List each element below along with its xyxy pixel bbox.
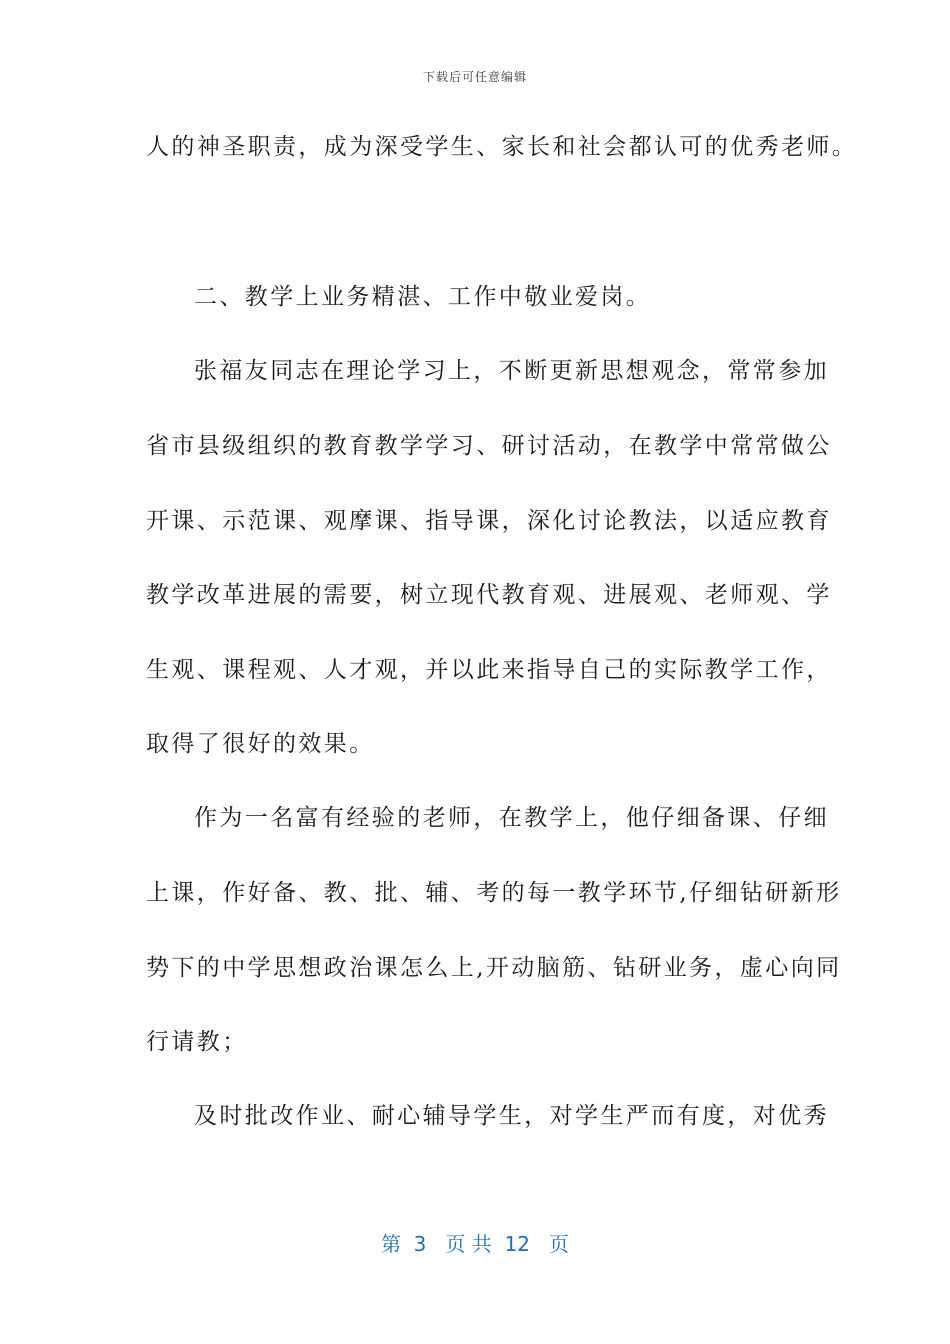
header-note: 下载后可任意编辑: [422, 70, 527, 84]
body-line: 行请教；: [146, 1029, 248, 1055]
page-number: 第 3 页 共 12 页: [380, 1232, 570, 1256]
body-line: 作为一名富有经验的老师，在教学上，他仔细备课、仔细: [194, 805, 829, 831]
body-line: 开课、示范课、观摩课、指导课，深化讨论教法，以适应教育: [146, 508, 832, 534]
body-line: 张福友同志在理论学习上，不断更新思想观念，常常参加: [194, 358, 829, 384]
section-heading: 二、教学上业务精湛、工作中敬业爱岗。: [194, 284, 652, 310]
body-line: 省市县级组织的教育教学学习、研讨活动，在教学中常常做公: [146, 433, 832, 459]
body-line: 及时批改作业、耐心辅导学生，对学生严而有度，对优秀: [194, 1103, 829, 1129]
body-line: 上课，作好备、教、批、辅、考的每一教学环节,仔细钻研新形: [146, 880, 842, 906]
body-line: 取得了很好的效果。: [146, 731, 375, 757]
body-line: 教学改革进展的需要，树立现代教育观、进展观、老师观、学: [146, 582, 832, 608]
body-line: 生观、课程观、人才观，并以此来指导自己的实际教学工作，: [146, 657, 832, 683]
body-line: 人的神圣职责，成为深受学生、家长和社会都认可的优秀老师。: [146, 134, 858, 160]
body-line: 势下的中学思想政治课怎么上,开动脑筋、钻研业务，虚心向同: [146, 955, 842, 981]
